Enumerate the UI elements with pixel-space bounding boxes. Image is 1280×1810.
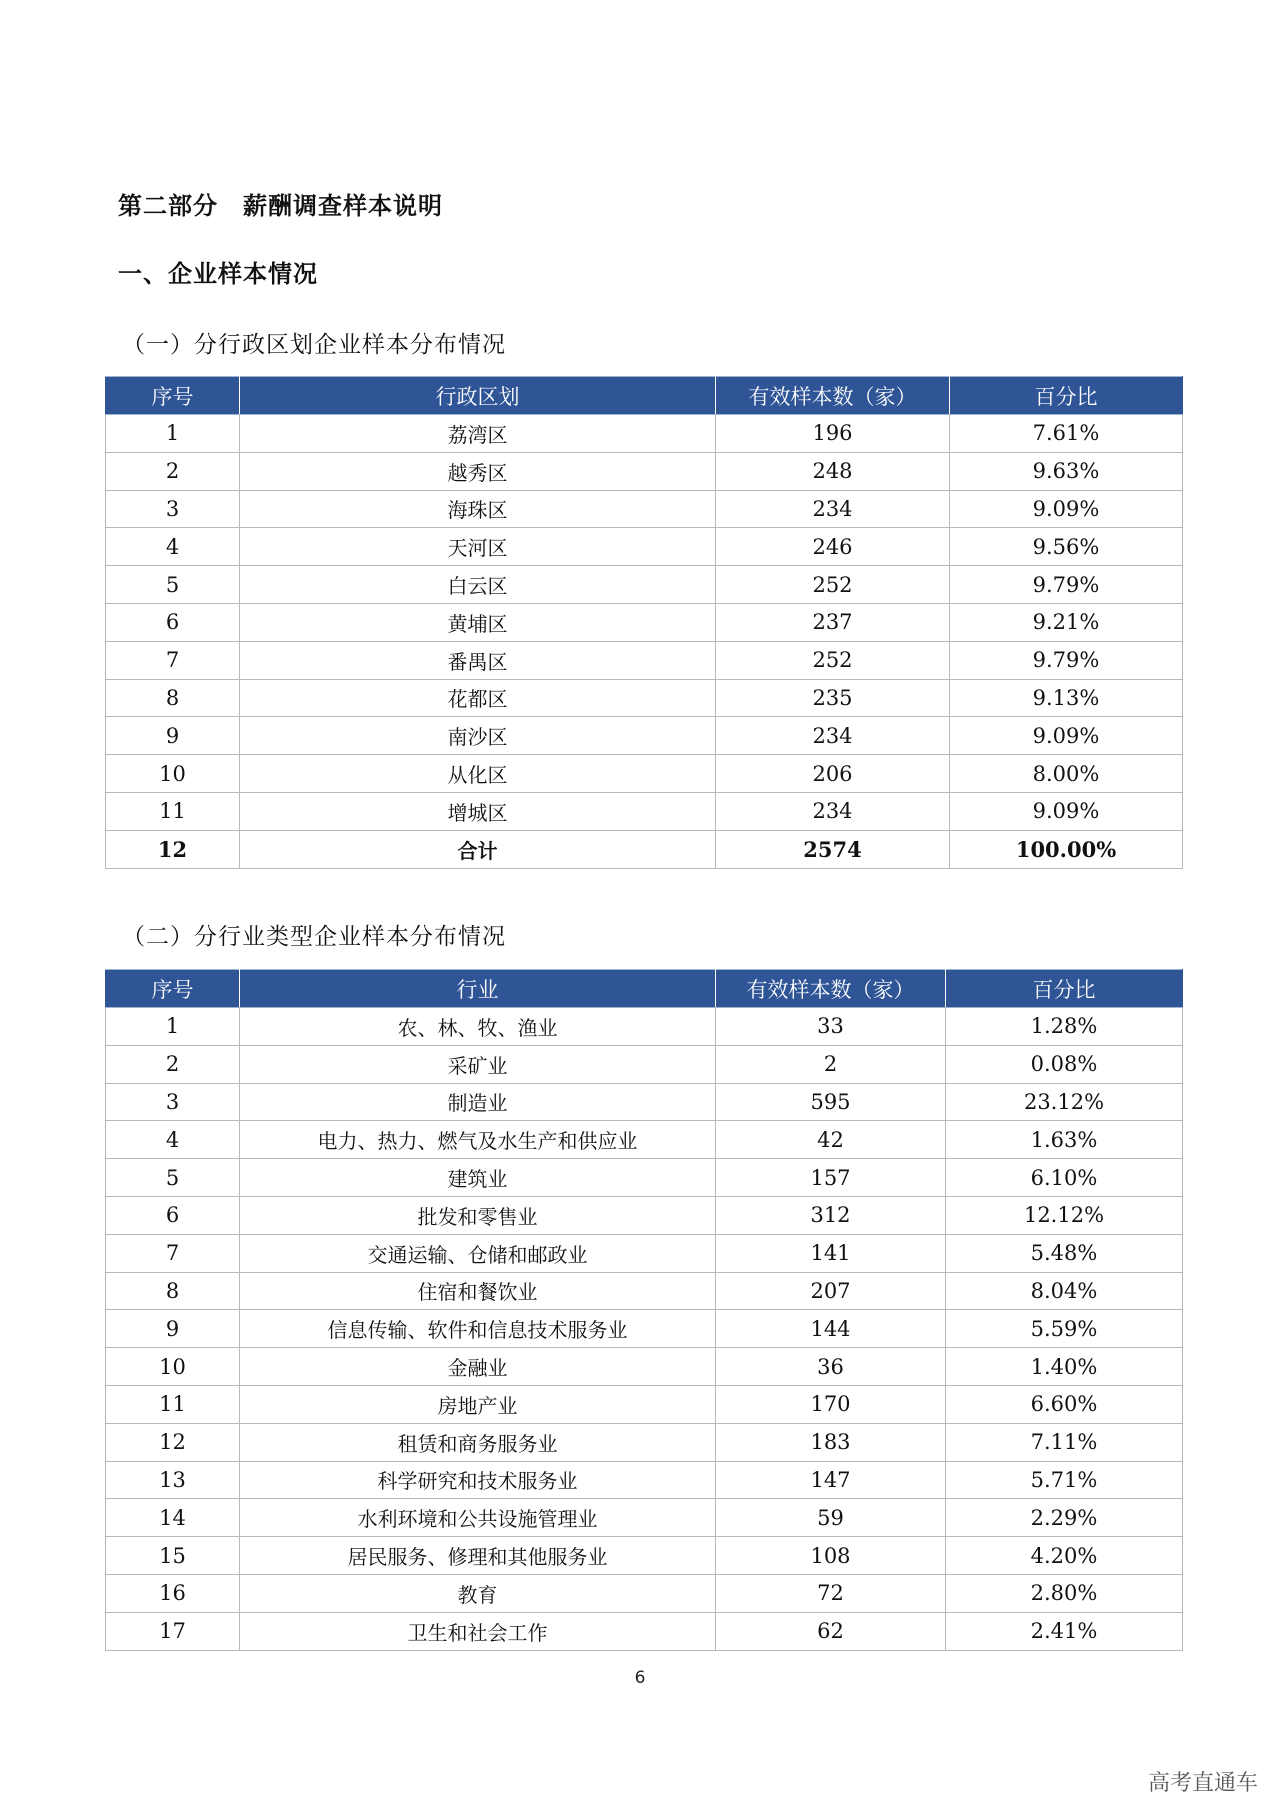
cell-count: 59 bbox=[716, 1499, 946, 1537]
cell-percent: 1.40% bbox=[946, 1348, 1183, 1386]
cell-count: 141 bbox=[716, 1234, 946, 1272]
table-row bbox=[106, 566, 1183, 604]
cell-percent: 9.09% bbox=[950, 717, 1183, 755]
cell-percent: 9.21% bbox=[950, 603, 1183, 641]
cell-count: 234 bbox=[716, 490, 950, 528]
table-row bbox=[106, 1423, 1183, 1461]
cell-count: 2 bbox=[716, 1045, 946, 1083]
cell-index: 13 bbox=[106, 1461, 240, 1499]
header-cell-count: 有效样本数（家） bbox=[716, 970, 946, 1008]
cell-index: 7 bbox=[106, 641, 240, 679]
section-heading: 一、企业样本情况 bbox=[118, 260, 318, 288]
cell-name: 信息传输、软件和信息技术服务业 bbox=[240, 1310, 716, 1348]
header-cell-percent: 百分比 bbox=[950, 377, 1183, 415]
cell-count: 183 bbox=[716, 1423, 946, 1461]
part-heading: 第二部分 薪酬调查样本说明 bbox=[118, 192, 443, 220]
table-row bbox=[106, 1121, 1183, 1159]
cell-index: 11 bbox=[106, 1385, 240, 1423]
cell-count: 2574 bbox=[716, 830, 950, 868]
header-cell-percent: 百分比 bbox=[946, 970, 1183, 1008]
cell-index: 10 bbox=[106, 1348, 240, 1386]
cell-name: 交通运输、仓储和邮政业 bbox=[240, 1234, 716, 1272]
table-row bbox=[106, 717, 1183, 755]
cell-name: 合计 bbox=[240, 830, 716, 868]
table-row bbox=[106, 641, 1183, 679]
cell-name: 荔湾区 bbox=[240, 415, 716, 453]
cell-count: 196 bbox=[716, 415, 950, 453]
table-row bbox=[106, 679, 1183, 717]
cell-count: 33 bbox=[716, 1008, 946, 1046]
cell-name: 海珠区 bbox=[240, 490, 716, 528]
cell-name: 黄埔区 bbox=[240, 603, 716, 641]
cell-name: 房地产业 bbox=[240, 1385, 716, 1423]
table-row bbox=[106, 415, 1183, 453]
cell-index: 5 bbox=[106, 566, 240, 604]
table-row bbox=[106, 1272, 1183, 1310]
cell-count: 157 bbox=[716, 1159, 946, 1197]
cell-percent: 5.71% bbox=[946, 1461, 1183, 1499]
cell-name: 建筑业 bbox=[240, 1159, 716, 1197]
cell-index: 2 bbox=[106, 452, 240, 490]
table-row bbox=[106, 603, 1183, 641]
table-total-row bbox=[106, 830, 1183, 868]
cell-count: 595 bbox=[716, 1083, 946, 1121]
table-row bbox=[106, 1083, 1183, 1121]
cell-percent: 100.00% bbox=[950, 830, 1183, 868]
table-header-row bbox=[106, 377, 1183, 415]
table-row bbox=[106, 1348, 1183, 1386]
cell-index: 4 bbox=[106, 528, 240, 566]
header-cell-count: 有效样本数（家） bbox=[716, 377, 950, 415]
cell-name: 教育 bbox=[240, 1574, 716, 1612]
cell-index: 5 bbox=[106, 1159, 240, 1197]
header-cell-industry: 行业 bbox=[240, 970, 716, 1008]
header-cell-district: 行政区划 bbox=[240, 377, 716, 415]
cell-percent: 2.41% bbox=[946, 1612, 1183, 1650]
cell-index: 4 bbox=[106, 1121, 240, 1159]
cell-percent: 2.80% bbox=[946, 1574, 1183, 1612]
cell-index: 6 bbox=[106, 1196, 240, 1234]
cell-index: 2 bbox=[106, 1045, 240, 1083]
cell-percent: 6.10% bbox=[946, 1159, 1183, 1197]
table2-caption: （二）分行业类型企业样本分布情况 bbox=[122, 924, 506, 950]
cell-count: 246 bbox=[716, 528, 950, 566]
cell-percent: 9.13% bbox=[950, 679, 1183, 717]
table-row bbox=[106, 1385, 1183, 1423]
table-row bbox=[106, 528, 1183, 566]
cell-percent: 23.12% bbox=[946, 1083, 1183, 1121]
cell-count: 252 bbox=[716, 641, 950, 679]
cell-count: 207 bbox=[716, 1272, 946, 1310]
table-row bbox=[106, 1310, 1183, 1348]
cell-percent: 4.20% bbox=[946, 1537, 1183, 1575]
cell-name: 番禺区 bbox=[240, 641, 716, 679]
watermark-text: 高考直通车 bbox=[1147, 1771, 1258, 1796]
cell-name: 花都区 bbox=[240, 679, 716, 717]
cell-percent: 9.79% bbox=[950, 641, 1183, 679]
cell-percent: 12.12% bbox=[946, 1196, 1183, 1234]
cell-index: 6 bbox=[106, 603, 240, 641]
table1-caption: （一）分行政区划企业样本分布情况 bbox=[122, 332, 506, 358]
cell-index: 16 bbox=[106, 1574, 240, 1612]
cell-name: 居民服务、修理和其他服务业 bbox=[240, 1537, 716, 1575]
page-number: 6 bbox=[634, 1668, 646, 1688]
cell-percent: 9.09% bbox=[950, 490, 1183, 528]
cell-index: 17 bbox=[106, 1612, 240, 1650]
cell-index: 9 bbox=[106, 1310, 240, 1348]
cell-percent: 9.09% bbox=[950, 792, 1183, 830]
cell-count: 237 bbox=[716, 603, 950, 641]
cell-index: 9 bbox=[106, 717, 240, 755]
cell-percent: 0.08% bbox=[946, 1045, 1183, 1083]
table-row bbox=[106, 1008, 1183, 1046]
cell-count: 72 bbox=[716, 1574, 946, 1612]
cell-count: 312 bbox=[716, 1196, 946, 1234]
cell-name: 批发和零售业 bbox=[240, 1196, 716, 1234]
industry-table bbox=[105, 969, 1183, 1651]
cell-percent: 8.04% bbox=[946, 1272, 1183, 1310]
cell-count: 206 bbox=[716, 755, 950, 793]
cell-percent: 7.11% bbox=[946, 1423, 1183, 1461]
cell-index: 1 bbox=[106, 415, 240, 453]
district-table bbox=[105, 376, 1183, 869]
cell-percent: 9.63% bbox=[950, 452, 1183, 490]
cell-percent: 9.79% bbox=[950, 566, 1183, 604]
cell-index: 1 bbox=[106, 1008, 240, 1046]
cell-percent: 8.00% bbox=[950, 755, 1183, 793]
cell-name: 白云区 bbox=[240, 566, 716, 604]
table-row bbox=[106, 1461, 1183, 1499]
cell-name: 金融业 bbox=[240, 1348, 716, 1386]
cell-percent: 7.61% bbox=[950, 415, 1183, 453]
header-cell-index: 序号 bbox=[106, 970, 240, 1008]
cell-name: 科学研究和技术服务业 bbox=[240, 1461, 716, 1499]
cell-count: 248 bbox=[716, 452, 950, 490]
table-row bbox=[106, 1574, 1183, 1612]
cell-percent: 1.28% bbox=[946, 1008, 1183, 1046]
cell-count: 36 bbox=[716, 1348, 946, 1386]
cell-name: 南沙区 bbox=[240, 717, 716, 755]
cell-name: 增城区 bbox=[240, 792, 716, 830]
cell-name: 天河区 bbox=[240, 528, 716, 566]
cell-count: 42 bbox=[716, 1121, 946, 1159]
cell-index: 14 bbox=[106, 1499, 240, 1537]
table-row bbox=[106, 1234, 1183, 1272]
table-row bbox=[106, 1045, 1183, 1083]
cell-count: 170 bbox=[716, 1385, 946, 1423]
cell-name: 电力、热力、燃气及水生产和供应业 bbox=[240, 1121, 716, 1159]
cell-name: 越秀区 bbox=[240, 452, 716, 490]
cell-index: 3 bbox=[106, 490, 240, 528]
cell-percent: 5.48% bbox=[946, 1234, 1183, 1272]
cell-count: 252 bbox=[716, 566, 950, 604]
cell-index: 11 bbox=[106, 792, 240, 830]
table-row bbox=[106, 1499, 1183, 1537]
cell-count: 144 bbox=[716, 1310, 946, 1348]
cell-count: 147 bbox=[716, 1461, 946, 1499]
cell-index: 7 bbox=[106, 1234, 240, 1272]
table-row bbox=[106, 792, 1183, 830]
header-cell-index: 序号 bbox=[106, 377, 240, 415]
table-row bbox=[106, 1196, 1183, 1234]
table-row bbox=[106, 1159, 1183, 1197]
cell-name: 制造业 bbox=[240, 1083, 716, 1121]
cell-index: 15 bbox=[106, 1537, 240, 1575]
cell-name: 卫生和社会工作 bbox=[240, 1612, 716, 1650]
cell-percent: 6.60% bbox=[946, 1385, 1183, 1423]
cell-index: 12 bbox=[106, 830, 240, 868]
cell-count: 234 bbox=[716, 792, 950, 830]
cell-name: 采矿业 bbox=[240, 1045, 716, 1083]
table-row bbox=[106, 452, 1183, 490]
cell-name: 租赁和商务服务业 bbox=[240, 1423, 716, 1461]
cell-index: 8 bbox=[106, 1272, 240, 1310]
cell-name: 从化区 bbox=[240, 755, 716, 793]
cell-index: 10 bbox=[106, 755, 240, 793]
table-row bbox=[106, 490, 1183, 528]
cell-count: 234 bbox=[716, 717, 950, 755]
cell-name: 农、林、牧、渔业 bbox=[240, 1008, 716, 1046]
cell-count: 235 bbox=[716, 679, 950, 717]
table-row bbox=[106, 755, 1183, 793]
cell-percent: 9.56% bbox=[950, 528, 1183, 566]
cell-percent: 5.59% bbox=[946, 1310, 1183, 1348]
cell-index: 12 bbox=[106, 1423, 240, 1461]
cell-name: 住宿和餐饮业 bbox=[240, 1272, 716, 1310]
cell-count: 62 bbox=[716, 1612, 946, 1650]
table-header-row bbox=[106, 970, 1183, 1008]
cell-name: 水利环境和公共设施管理业 bbox=[240, 1499, 716, 1537]
cell-percent: 2.29% bbox=[946, 1499, 1183, 1537]
cell-index: 8 bbox=[106, 679, 240, 717]
cell-count: 108 bbox=[716, 1537, 946, 1575]
table-row bbox=[106, 1537, 1183, 1575]
cell-percent: 1.63% bbox=[946, 1121, 1183, 1159]
table-row bbox=[106, 1612, 1183, 1650]
cell-index: 3 bbox=[106, 1083, 240, 1121]
